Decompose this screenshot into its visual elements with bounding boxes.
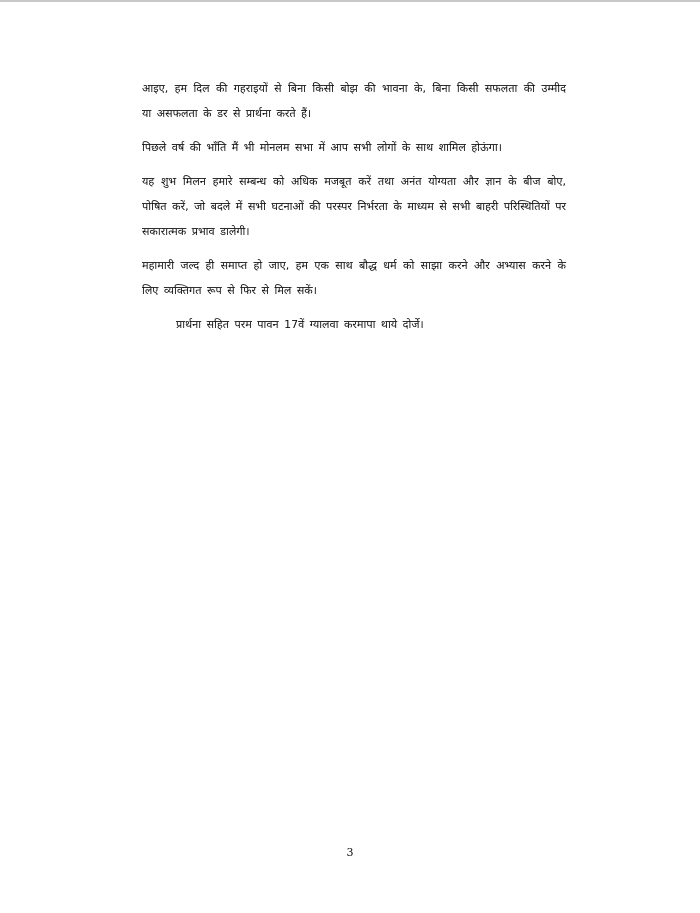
top-border-line xyxy=(0,0,700,2)
closing-signature-line: प्रार्थना सहित परम पावन 17वें ग्यालवा करमापा थाये दोर्जे। xyxy=(176,318,424,331)
paragraph-monlam-attendance: पिछले वर्ष की भाँति मैं भी मोनलम सभा में आप सभी लोगों के साथ शामिल होऊंगा। xyxy=(142,141,502,154)
paragraph-auspicious-gathering: यह शुभ मिलन हमारे सम्बन्ध को अधिक मजबूत करें तथा अनंत योग्यता और ज्ञान के बीज बोए, पोषित करें, जो बदले में सभी घटनाओं की परस्पर निर्भरता के माध्यम से सभी बाहरी परिस्थितियों पर सकारात्मक प्रभाव डालेगी। xyxy=(142,175,566,238)
paragraph-pandemic-wish: महामारी जल्द ही समाप्त हो जाए, हम एक साथ बौद्ध धर्म को साझा करने और अभ्यास करने के लिए व्यक्तिगत रूप से फिर से मिल सकें। xyxy=(142,259,566,297)
page-number: 3 xyxy=(346,846,354,859)
paragraph-prayer-intro: आइए, हम दिल की गहराइयों से बिना किसी बोझ की भावना के, बिना किसी सफलता की उम्मीद या असफलता के डर से प्रार्थना करते हैं। xyxy=(142,82,566,120)
document-page-body xyxy=(142,76,566,346)
